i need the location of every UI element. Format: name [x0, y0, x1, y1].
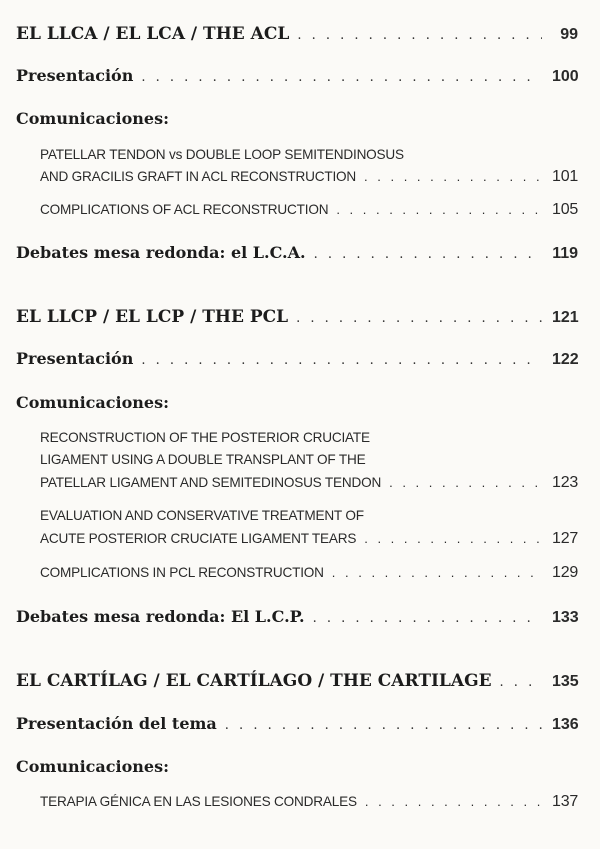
page-number: 129	[552, 564, 579, 581]
section-title: EL LLCP / EL LCP / THE PCL	[16, 307, 289, 327]
dot-leader	[336, 202, 542, 217]
page-number: 135	[552, 673, 579, 690]
section-title: EL LLCA / EL LCA / THE ACL	[16, 24, 290, 44]
presentation-entry-pcl	[16, 349, 578, 369]
communications-label-pcl: Comunicaciones:	[16, 393, 170, 412]
section-heading-acl	[16, 24, 578, 44]
page-number: 122	[552, 351, 579, 368]
entry-title: TERAPIA GÉNICA EN LAS LESIONES CONDRALES	[40, 794, 357, 809]
dot-leader	[141, 353, 542, 368]
page-number: 105	[552, 201, 579, 218]
toc-entry-pcl-2	[40, 530, 578, 548]
debate-label: Debates mesa redonda: El L.C.P.	[16, 607, 305, 626]
entry-line: LIGAMENT USING A DOUBLE TRANSPLANT OF THE	[40, 452, 366, 467]
communications-label-cartilage: Comunicaciones:	[16, 757, 170, 776]
page-number: 133	[552, 609, 579, 626]
dot-leader	[364, 169, 542, 184]
presentation-entry-acl	[16, 66, 578, 86]
toc-entry-pcl-3	[40, 564, 578, 582]
page-number: 99	[560, 26, 578, 43]
presentation-entry-cartilage	[16, 714, 578, 734]
presentation-label: Presentación del tema	[16, 714, 217, 733]
entry-title: AND GRACILIS GRAFT IN ACL RECONSTRUCTION	[40, 169, 357, 184]
dot-leader	[297, 28, 542, 43]
dot-leader	[225, 718, 542, 733]
entry-line: PATELLAR TENDON vs DOUBLE LOOP SEMITENDINOSUS	[40, 147, 404, 162]
toc-entry-acl-2	[40, 201, 578, 219]
entry-line: EVALUATION AND CONSERVATIVE TREATMENT OF	[40, 508, 364, 523]
dot-leader	[500, 675, 542, 690]
toc-entry-cartilage-1	[40, 793, 578, 811]
presentation-label: Presentación	[16, 349, 134, 368]
entry-line: RECONSTRUCTION OF THE POSTERIOR CRUCIATE	[40, 430, 370, 445]
dot-leader	[313, 611, 542, 626]
page-number: 100	[552, 68, 579, 85]
presentation-label: Presentación	[16, 66, 134, 85]
page-number: 123	[552, 474, 579, 491]
debate-entry-acl	[16, 243, 578, 263]
page-number: 119	[552, 245, 578, 262]
dot-leader	[389, 475, 542, 490]
communications-label-acl: Comunicaciones:	[16, 109, 170, 128]
dot-leader	[365, 794, 542, 809]
debate-entry-pcl	[16, 607, 578, 627]
dot-leader	[332, 565, 542, 580]
section-heading-pcl	[16, 307, 578, 327]
dot-leader	[296, 311, 542, 326]
debate-label: Debates mesa redonda: el L.C.A.	[16, 243, 306, 262]
section-heading-cartilage	[16, 671, 578, 691]
dot-leader	[314, 247, 542, 262]
toc-entry-pcl-1	[40, 474, 578, 492]
entry-title: COMPLICATIONS OF ACL RECONSTRUCTION	[40, 202, 329, 217]
entry-title: PATELLAR LIGAMENT AND SEMITEDINOSUS TENDON	[40, 475, 382, 490]
page-number: 121	[552, 309, 579, 326]
toc-entry-acl-1	[40, 168, 578, 186]
section-title: EL CARTÍLAG / EL CARTÍLAGO / THE CARTILAGE	[16, 671, 492, 691]
dot-leader	[141, 70, 542, 85]
entry-title: ACUTE POSTERIOR CRUCIATE LIGAMENT TEARS	[40, 531, 357, 546]
page-number: 127	[552, 530, 579, 547]
page-number: 137	[552, 793, 579, 810]
page-number: 136	[552, 716, 579, 733]
page-number: 101	[552, 168, 579, 185]
entry-title: COMPLICATIONS IN PCL RECONSTRUCTION	[40, 565, 324, 580]
dot-leader	[364, 531, 542, 546]
